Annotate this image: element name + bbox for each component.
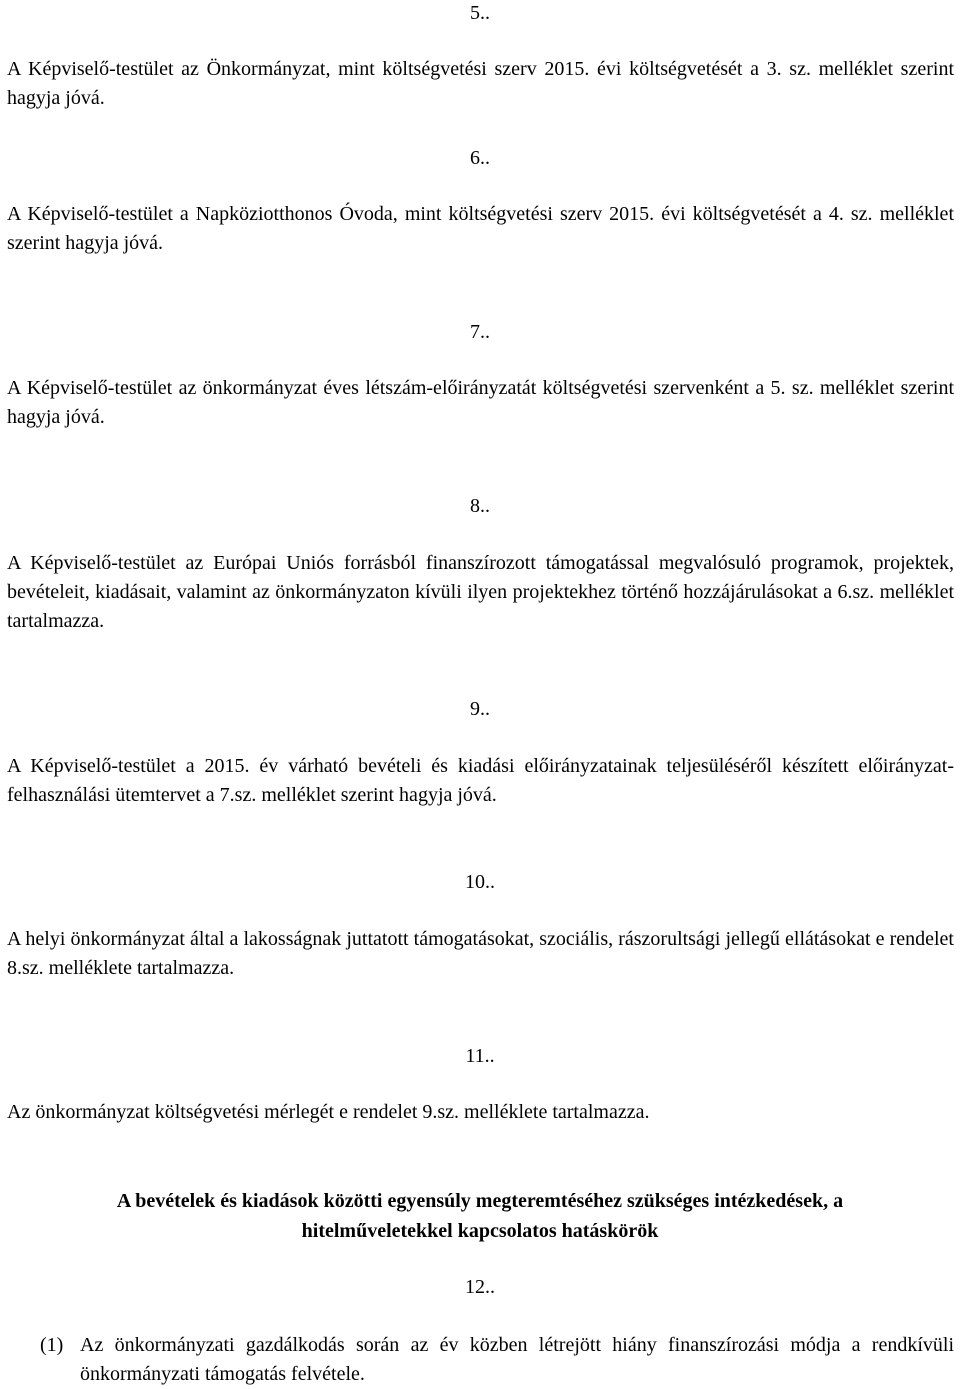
section-8-text: A Képviselő-testület az Európai Uniós forrásból finanszírozott támogatással megvalósuló programok, projektek, bevételeit, kiadásait, valamint az önkormányzaton kívüli ilyen projektekhez történő hozzájárulásokat a 6.sz. melléklet tartalmazza. bbox=[7, 552, 954, 632]
section-number-8: 8.. bbox=[470, 495, 490, 517]
section-5-text: A Képviselő-testület az Önkormányzat, mint költségvetési szerv 2015. évi költségvetését a 3. sz. melléklet szerint hagyja jóvá. bbox=[7, 58, 954, 109]
section-number-5: 5.. bbox=[470, 2, 490, 24]
section-12-item-1 bbox=[40, 1331, 954, 1389]
section-11-text: Az önkormányzat költségvetési mérlegét e rendelet 9.sz. melléklete tartalmazza. bbox=[7, 1101, 650, 1123]
section-9-text: A Képviselő-testület a 2015. év várható bevételi és kiadási előirányzatainak teljesüléséről készített előirányzat-felhasználási ütemtervet a 7.sz. melléklet szerint hagyja jóvá. bbox=[7, 755, 954, 806]
list-item-text: Az önkormányzati gazdálkodás során az év közben létrejött hiány finanszírozási módja a rendkívüli önkormányzati támogatás felvétele. bbox=[80, 1334, 954, 1385]
section-number-11: 11.. bbox=[465, 1045, 495, 1067]
chapter-heading-line-1: A bevételek és kiadások közötti egyensúly megteremtéséhez szükséges intézkedések, a bbox=[116, 1190, 844, 1212]
section-10-text: A helyi önkormányzat által a lakosságnak juttatott támogatásokat, szociális, rászorultsági jellegű ellátásokat e rendelet 8.sz. melléklete tartalmazza. bbox=[7, 928, 954, 979]
section-6-text: A Képviselő-testület a Napköziotthonos Óvoda, mint költségvetési szerv 2015. évi költségvetését a 4. sz. melléklet szerint hagyja jóvá. bbox=[7, 203, 954, 254]
section-number-9: 9.. bbox=[470, 698, 490, 720]
section-number-6: 6.. bbox=[470, 147, 490, 169]
section-number-7: 7.. bbox=[470, 321, 490, 343]
section-7-text: A Képviselő-testület az önkormányzat éves létszám-előirányzatát költségvetési szervenként a 5. sz. melléklet szerint hagyja jóvá. bbox=[7, 377, 954, 428]
list-marker: (1) bbox=[40, 1334, 64, 1356]
section-number-10: 10.. bbox=[465, 871, 495, 893]
section-number-12: 12.. bbox=[465, 1276, 495, 1298]
chapter-heading-line-2: hitelműveletekkel kapcsolatos hatáskörök bbox=[301, 1220, 659, 1242]
